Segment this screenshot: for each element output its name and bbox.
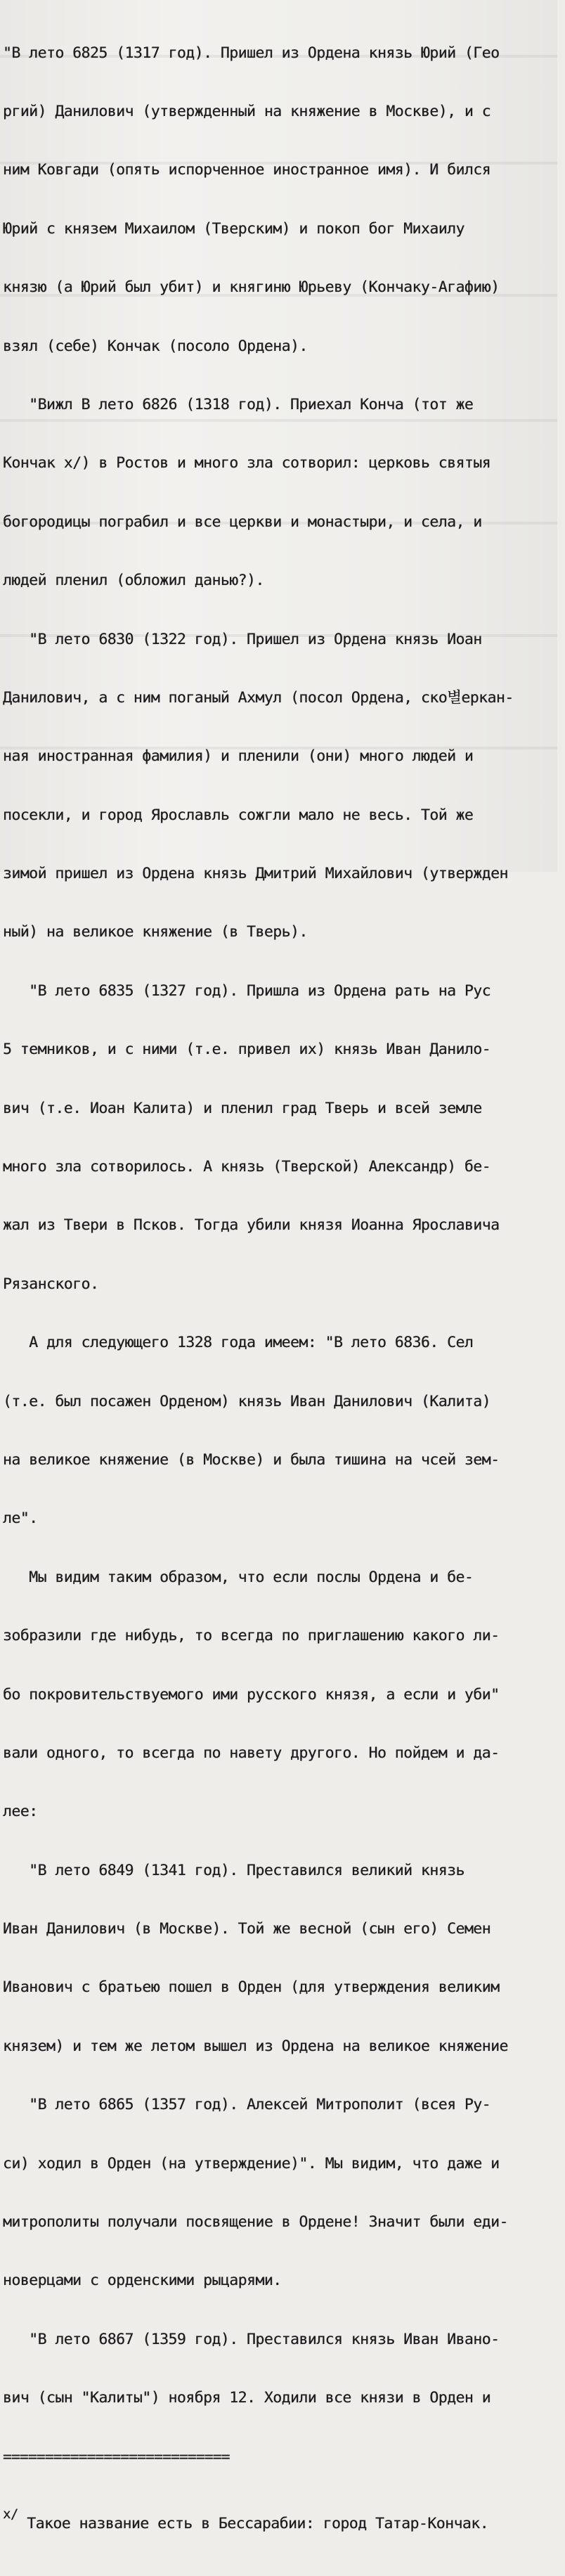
text-line: бо покровительствуемого ими русского князя, а если и уби" xyxy=(3,1685,500,1704)
text-line: Мы видим таким образом, что если послы Ордена и бе- xyxy=(3,1568,474,1586)
text-line: ная иностранная фамилия) и пленили (они) много людей и xyxy=(3,747,474,766)
text-line: си) ходил в Орден (на утверждение)". Мы видим, что даже и xyxy=(3,2154,500,2172)
text-line: Юрий с князем Михаилом (Тверским) и покоп бог Михаилу xyxy=(3,219,465,238)
text-line: на великое княжение (в Москве) и была тишина на чсей зем- xyxy=(3,1450,500,1469)
text-line: ный) на великое княжение (в Тверь). xyxy=(3,923,308,941)
text-line: Рязанского. xyxy=(3,1275,99,1293)
text-line: людей пленил (обложил данью?). xyxy=(3,572,264,590)
footnote-mark: x/ xyxy=(3,2506,18,2522)
text-line: князем) и тем же летом вышел из Ордена на великое княжение xyxy=(3,2037,508,2055)
text-line: князю (а Юрий был убит) и княгиню Юрьеву (Кончаку-Агафию) xyxy=(3,278,500,297)
typewritten-text xyxy=(3,4,565,2576)
text-line: зимой пришел из Ордена князь Дмитрий Михайлович (утвержден xyxy=(3,865,508,883)
text-line: лее: xyxy=(3,1803,38,1821)
text-line: богородицы пограбил и все церкви и монастыри, и села, и xyxy=(3,513,482,531)
text-line: вали одного, то всегда по навету другого. Но пойдем и да- xyxy=(3,1744,500,1762)
text-line: Иван Данилович (в Москве). Той же весной (сын его) Семен xyxy=(3,1920,491,1938)
text-line: ле". xyxy=(3,1509,38,1528)
text-line: посекли, и город Ярославль сожгли мало не весь. Той же xyxy=(3,806,474,824)
text-line: "В лето 6867 (1359 год). Преставился князь Иван Ивано- xyxy=(3,2330,500,2348)
text-line: ним Ковгади (опять испорченное иностранное имя). И бился xyxy=(3,161,491,179)
footnote xyxy=(3,2506,565,2537)
text-line: жал из Твери в Псков. Тогда убили князя Иоанна Ярославича xyxy=(3,1216,500,1235)
text-line: вич (сын "Калиты") ноября 12. Ходили все князи в Орден и xyxy=(3,2389,491,2407)
text-line: зобразили где нибудь, то всегда по приглашению какого ли- xyxy=(3,1627,500,1645)
text-line: "В лето 6849 (1341 год). Преставился великий князь xyxy=(3,1861,465,1879)
text-line: "Вижл В лето 6826 (1318 год). Приехал Конча (тот же xyxy=(3,395,474,413)
text-line: А для следующего 1328 года имеем: "В лето 6836. Сел xyxy=(3,1334,474,1352)
footnote-text: Такое название есть в Бессарабии: город Татар-Кончак. xyxy=(27,2515,489,2532)
text-line: 5 темников, и с ними (т.е. привел их) князь Иван Данило- xyxy=(3,1041,491,1059)
text-line: Кончак x/) в Ростов и много зла сотворил: церковь святыя xyxy=(3,454,491,472)
text-line: митрополиты получали посвящение в Ордене! Значит были еди- xyxy=(3,2213,508,2232)
text-line: вич (т.е. Иоан Калита) и пленил град Тверь и всей земле xyxy=(3,1099,482,1117)
text-line: ргий) Данилович (утвержденный на княжение в Москве), и с xyxy=(3,102,491,120)
text-line: "В лето 6825 (1317 год). Пришел из Ордена князь Юрий (Гео xyxy=(3,44,500,62)
text-line: много зла сотворилось. А князь (Тверской) Александр) бе- xyxy=(3,1158,491,1176)
text-line: "В лето 6865 (1357 год). Алексей Митрополит (всея Ру- xyxy=(3,2096,491,2114)
text-line: Данилович, а с ним поганый Ахмул (посол Ордена, ско별еркан- xyxy=(3,688,514,707)
text-line: Иванович с братьею пошел в Орден (для утверждения великим xyxy=(3,1978,500,1997)
text-line: новерцами с орденскими рыцарями. xyxy=(3,2272,282,2290)
text-line: взял (себе) Кончак (посоло Ордена). xyxy=(3,337,308,355)
footnote-separator: =========================== xyxy=(3,2447,230,2466)
text-line: (т.е. был посажен Орденом) князь Иван Данилович (Калита) xyxy=(3,1392,491,1410)
text-line: "В лето 6830 (1322 год). Пришел из Ордена князь Иоан xyxy=(3,630,482,648)
text-line: "В лето 6835 (1327 год). Пришла из Ордена рать на Рус xyxy=(3,981,491,1000)
